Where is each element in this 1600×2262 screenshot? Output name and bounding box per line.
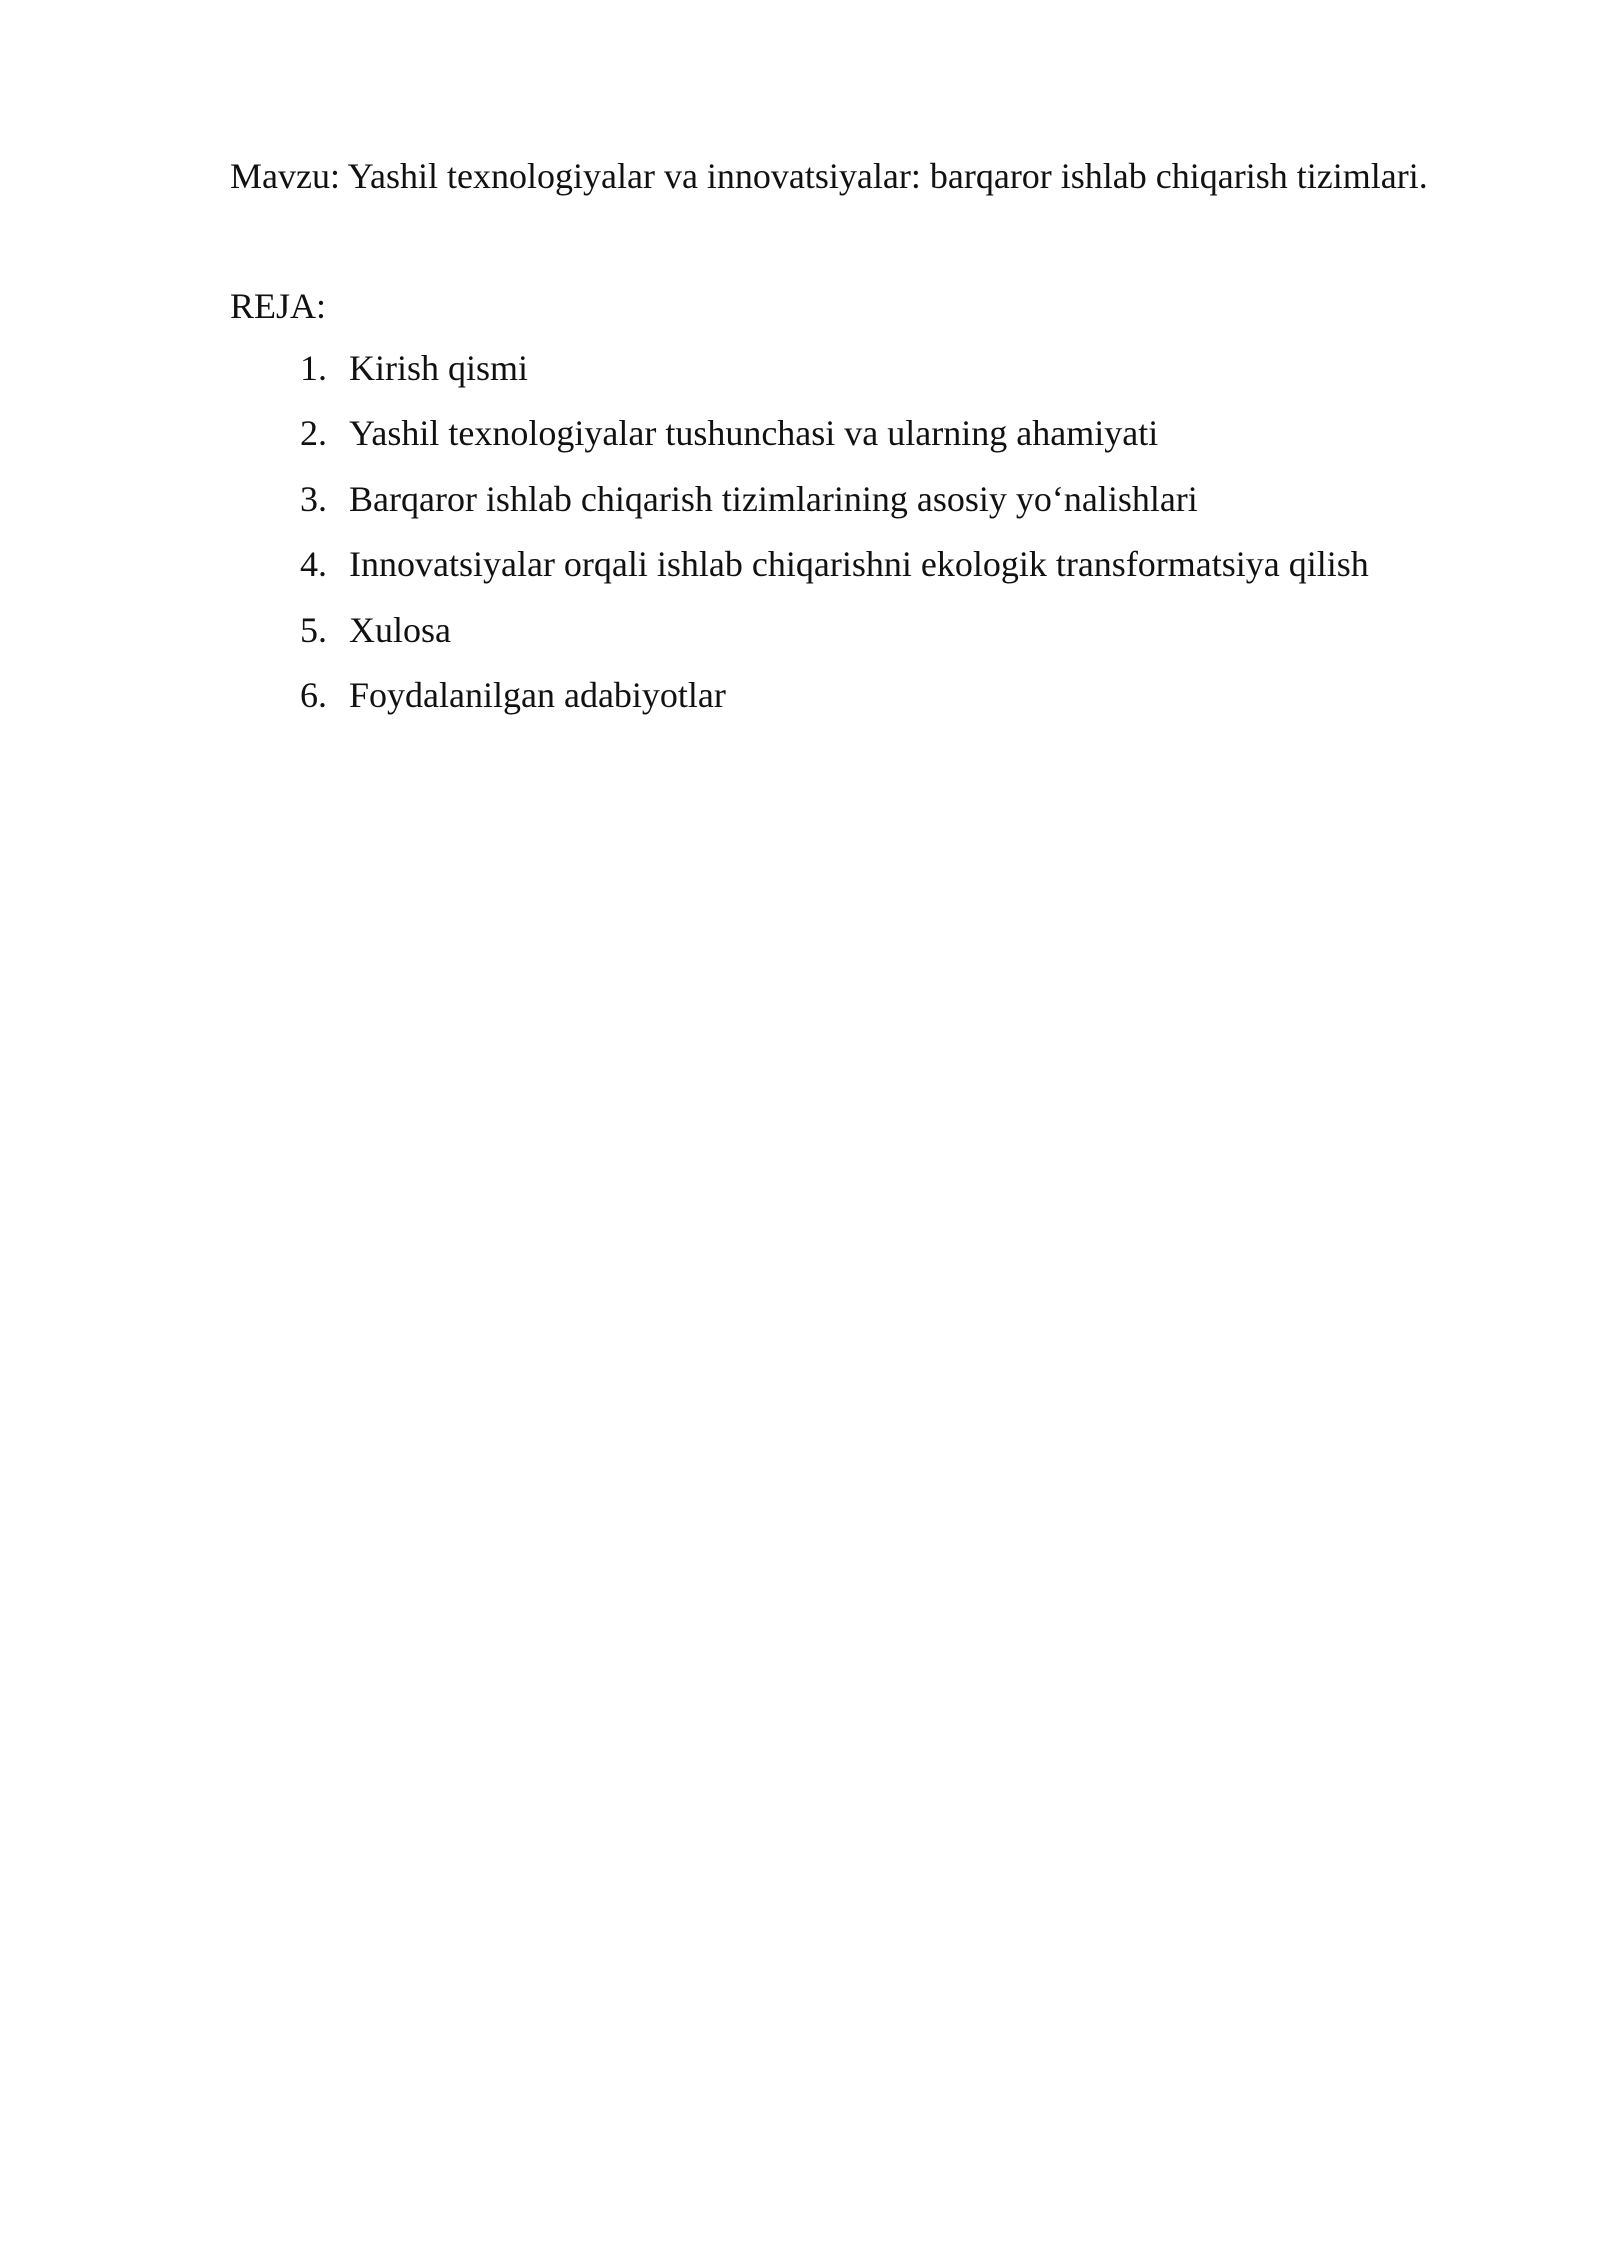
plan-item: [230, 344, 1369, 409]
plan-item-text: Barqaror ishlab chiqarish tizimlarining asosiy yo‘nalishlari: [349, 478, 1198, 519]
plan-list: [230, 344, 1369, 736]
plan-item-text: Innovatsiyalar orqali ishlab chiqarishni ekologik transformatsiya qilish: [349, 544, 1369, 585]
topic-line: Mavzu: Yashil texnologiyalar va innovatsiyalar: barqaror ishlab chiqarish tizimlari.: [230, 156, 1428, 196]
plan-item-text: Yashil texnologiyalar tushunchasi va ularning ahamiyati: [349, 413, 1159, 454]
plan-item: [230, 671, 1369, 736]
plan-heading: REJA:: [230, 286, 327, 326]
plan-item: [230, 409, 1369, 474]
plan-item: [230, 606, 1369, 671]
plan-item-number: 4.: [300, 544, 327, 585]
plan-item-number: 1.: [300, 348, 327, 388]
plan-item-text: Foydalanilgan adabiyotlar: [349, 674, 726, 715]
plan-item: [230, 475, 1369, 540]
plan-item-text: Kirish qismi: [349, 348, 529, 388]
plan-item: [230, 540, 1369, 605]
plan-item-number: 2.: [300, 413, 327, 454]
plan-item-number: 5.: [300, 609, 327, 650]
plan-item-number: 6.: [300, 674, 327, 715]
plan-item-text: Xulosa: [349, 609, 451, 650]
plan-item-number: 3.: [300, 478, 327, 519]
